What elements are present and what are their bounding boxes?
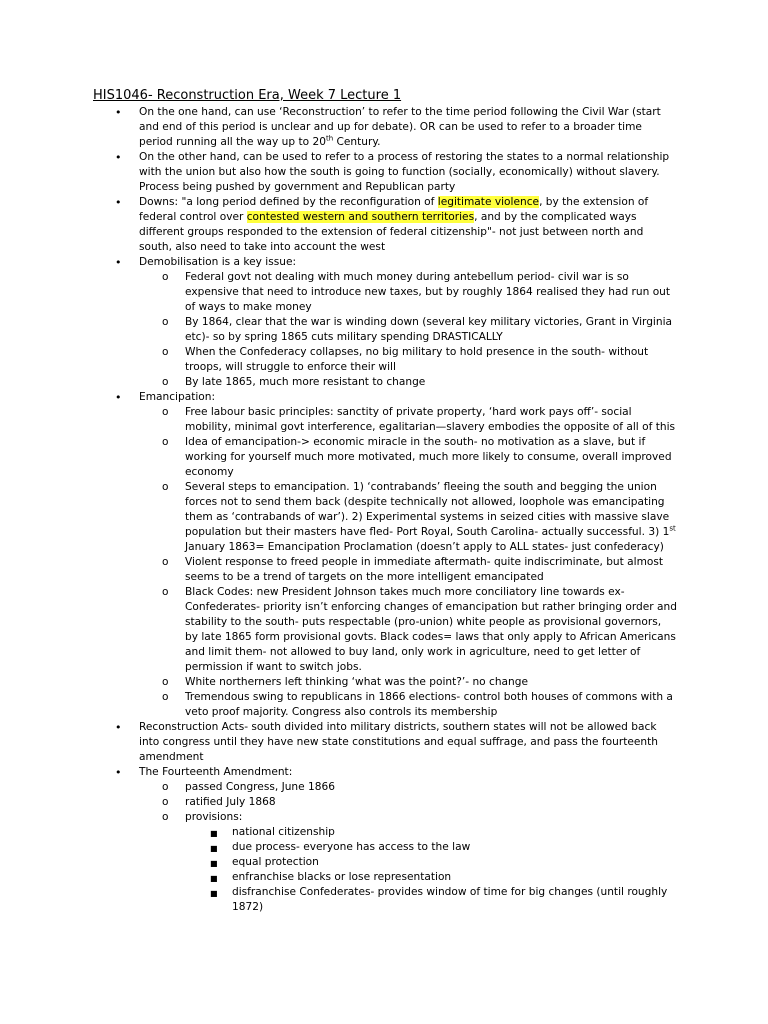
sub-list-item: o By late 1865, much more resistant to change (162, 376, 426, 388)
bullet-marker: • (115, 151, 122, 164)
sub-bullet-marker: o (162, 691, 169, 703)
sub-list-item: o When the Confederacy collapses, no big military to hold presence in the south- without troops, will struggle to enforce their will (162, 346, 649, 373)
sub-bullet-marker: o (162, 271, 169, 283)
list-item: • Demobilisation is a key issue: (115, 256, 297, 269)
sub-sub-list-item: ■ equal protection (0, 855, 677, 870)
sub-list-item: o Violent response to freed people in immediate aftermath- quite indiscriminate, but almost seems to be a trend of targets on the more intelligent emancipated (162, 556, 664, 583)
sub-list-item: o White northerners left thinking ‘what was the point?’- no change (162, 676, 528, 688)
square-bullet-marker: ■ (210, 889, 218, 898)
square-bullet-marker: ■ (210, 859, 218, 868)
square-bullet-marker: ■ (210, 874, 218, 883)
sub-list-item: o Federal govt not dealing with much money during antebellum period- civil war is so expensive that need to introduce new taxes, but by roughly 1864 realised they had run out of ways to make money (162, 271, 671, 313)
sub-bullet-marker: o (162, 436, 169, 448)
sub-bullet-marker: o (162, 811, 169, 823)
bullet-marker: • (115, 721, 122, 734)
sub-sub-list-item: ■ enfranchise blacks or lose representation (0, 870, 677, 885)
sub-bullet-marker: o (162, 586, 169, 598)
sub-bullet-marker: o (162, 556, 169, 568)
sub-bullet-marker: o (162, 781, 169, 793)
document-title: HIS1046- Reconstruction Era, Week 7 Lecture 1 (93, 88, 402, 103)
sub-sub-list-item: ■ national citizenship (0, 825, 677, 840)
bullet-marker: • (115, 196, 122, 209)
sub-bullet-marker: o (162, 316, 169, 328)
square-bullet-marker: ■ (210, 844, 218, 853)
sub-sub-list-item: ■ due process- everyone has access to the law (0, 840, 677, 855)
sub-list-item: o passed Congress, June 1866 (162, 781, 335, 793)
sub-bullet-marker: o (162, 481, 169, 493)
sub-list-item: o Free labour basic principles: sanctity of private property, ‘hard work pays off’- social mobility, minimal govt interference, egalitarian—slavery embodies the opposite of all of this (162, 406, 676, 433)
sub-list-item: o ratified July 1868 (162, 796, 276, 808)
sub-list-item: o Tremendous swing to republicans in 1866 elections- control both houses of commons with a veto proof majority. Congress also controls its membership (162, 691, 673, 718)
list-item: • On the one hand, can use ‘Reconstruction’ to refer to the time period following the Civil War (start and end of this period is unclear and up for debate). OR can be used to refer to a broader time period running all the way up to 20th Century. (115, 106, 661, 148)
bullet-marker: • (115, 766, 122, 779)
sub-bullet-marker: o (162, 406, 169, 418)
sub-list-item: o Idea of emancipation-> economic miracle in the south- no motivation as a slave, but if working for yourself much more motivated, much more likely to consume, overall improved economy (162, 436, 672, 478)
square-bullet-marker: ■ (210, 829, 218, 838)
list-item: • Reconstruction Acts- south divided into military districts, southern states will not be allowed back into congress until they have new state constitutions and equal suffrage, and pass the fourteenth amendment (115, 721, 658, 763)
sub-bullet-marker: o (162, 676, 169, 688)
highlighted-text: legitimate violence (437, 196, 540, 208)
bullet-marker: • (115, 256, 122, 269)
highlighted-text: contested western and southern territories (246, 211, 475, 223)
list-item: • Emancipation: (115, 391, 216, 404)
sub-list-item: o Several steps to emancipation. 1) ‘contrabands’ fleeing the south and begging the union forces not to send them back (despite technically not allowed, loophole was emancipating them as ‘contrabands of war’). 2) Experimental systems in seized cities with massive slave population but their masters have fled- Port Royal, South Carolina- actually successful. 3) 1st January 1863= Emancipation Proclamation (doesn’t apply to ALL states- just confederacy) (162, 481, 676, 553)
list-item: • Downs: "a long period defined by the reconfiguration of legitimate violence, by the extension of federal control over contested western and southern territories, and by the complicated ways different groups responded to the extension of federal citizenship"- not just between north and south, also need to take into account the west (115, 196, 649, 253)
list-item: • The Fourteenth Amendment: (115, 766, 293, 779)
bullet-marker: • (115, 106, 122, 119)
sub-bullet-marker: o (162, 796, 169, 808)
bullet-marker: • (115, 391, 122, 404)
sub-list-item: o provisions: (162, 811, 243, 823)
sub-bullet-marker: o (162, 346, 169, 358)
sub-sub-list-item: ■ disfranchise Confederates- provides window of time for big changes (until roughly 1872) (210, 886, 668, 913)
sub-list-item: o Black Codes: new President Johnson takes much more conciliatory line towards ex-Confederates- priority isn’t enforcing changes of emancipation but rather bringing order and stability to the south- puts respectable (pro-union) white people as provisional governors, by late 1865 form provisional govts. Black codes= laws that only apply to African Americans and limit them- not allowed to buy land, only work in agriculture, need to get letter of permission if want to switch jobs. (162, 586, 677, 673)
lecture-notes-list (0, 105, 768, 915)
list-item: • On the other hand, can be used to refer to a process of restoring the states to a normal relationship with the union but also how the south is going to function (socially, economically) without slavery. Process being pushed by government and Republican party (115, 151, 670, 193)
sub-bullet-marker: o (162, 376, 169, 388)
sub-list-item: o By 1864, clear that the war is winding down (several key military victories, Grant in Virginia etc)- so by spring 1865 cuts military spending DRASTICALLY (162, 316, 673, 343)
